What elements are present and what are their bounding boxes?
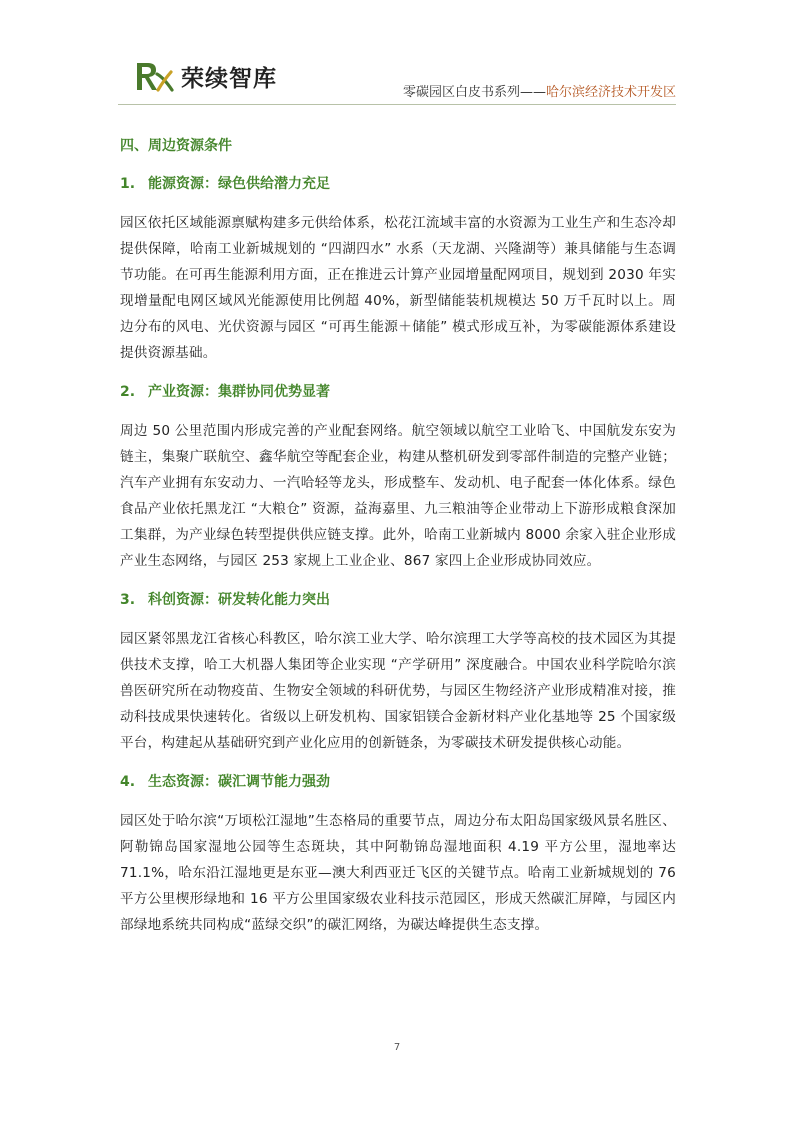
subsection-title: 能源资源：绿色供给潜力充足 [148, 176, 330, 192]
subsection-heading-3 [120, 590, 676, 610]
subsection-heading-2 [120, 382, 676, 402]
series-label: 零碳园区白皮书系列—— [402, 85, 546, 100]
subsection-heading-4 [120, 772, 676, 792]
paragraph-energy: 园区依托区域能源禀赋构建多元供给体系，松花江流域丰富的水资源为工业生产和生态冷却提供保障，哈南工业新城规划的 “四湖四水” 水系（天龙湖、兴隆湖等）兼具储能与生态调节功能。在可再生能源利用方面，正在推进云计算产业园增量配网项目，规划到 2030 年实现增量配电网区域风光能源使用比例超 40%，新型储能装机规模达 50 万千瓦时以上。周边分布的风电、光伏资源与园区 “可再生能源＋储能” 模式形成互补，为零碳能源体系建设提供资源基础。 [120, 215, 676, 361]
subsection-title: 生态资源：碳汇调节能力强劲 [148, 774, 330, 790]
subsection-number: 4. [120, 774, 136, 790]
document-series-title [403, 81, 676, 100]
header-divider [118, 104, 676, 105]
subsection-title: 产业资源：集群协同优势显著 [148, 384, 330, 400]
page-number: 7 [393, 1042, 401, 1053]
subsection-number: 3. [120, 592, 136, 608]
paragraph-industry: 周边 50 公里范围内形成完善的产业配套网络。航空领域以航空工业哈飞、中国航发东安为链主，集聚广联航空、鑫华航空等配套企业，构建从整机研发到零部件制造的完整产业链；汽车产业拥有东安动力、一汽哈轻等龙头，形成整车、发动机、电子配套一体化体系。绿色食品产业依托黑龙江 “大粮仓” 资源，益海嘉里、九三粮油等企业带动上下游形成粮食深加工集群，为产业绿色转型提供供应链支撑。此外，哈南工业新城内 8000 余家入驻企业形成产业生态网络，与园区 253 家规上工业企业、867 家四上企业形成协同效应。 [120, 423, 676, 569]
section-heading: 四、周边资源条件 [120, 138, 232, 154]
subsection-number: 1. [120, 176, 136, 192]
paragraph-ecology: 园区处于哈尔滨“万顷松江湿地”生态格局的重要节点，周边分布太阳岛国家级风景名胜区、阿勒锦岛国家湿地公园等生态斑块，其中阿勒锦岛湿地面积 4.19 平方公里，湿地率达 71.1%，哈东沿江湿地更是东亚—澳大利西亚迁飞区的关键节点。哈南工业新城规划的 76 平方公里楔形绿地和 16 平方公里国家级农业科技示范园区，形成天然碳汇屏障，与园区内部绿地系统共同构成“蓝绿交织”的碳汇网络，为碳达峰提供生态支撑。 [120, 813, 676, 933]
paragraph-innovation: 园区紧邻黑龙江省核心科教区，哈尔滨工业大学、哈尔滨理工大学等高校的技术园区为其提供技术支撑，哈工大机器人集团等企业实现 “产学研用” 深度融合。中国农业科学院哈尔滨兽医研究所在动物疫苗、生物安全领域的科研优势，与园区生物经济产业形成精准对接，推动科技成果快速转化。省级以上研发机构、国家铝镁合金新材料产业化基地等 25 个国家级平台，构建起从基础研究到产业化应用的创新链条，为零碳技术研发提供核心动能。 [120, 631, 676, 751]
brand-logo [133, 58, 277, 94]
subsection-number: 2. [120, 384, 136, 400]
subsection-heading-1 [120, 174, 676, 194]
series-subject: 哈尔滨经济技术开发区 [545, 85, 676, 100]
rx-logo-icon [133, 58, 175, 94]
logo-text: 荣续智库 [181, 65, 277, 92]
page-content [120, 136, 676, 954]
subsection-title: 科创资源：研发转化能力突出 [148, 592, 330, 608]
